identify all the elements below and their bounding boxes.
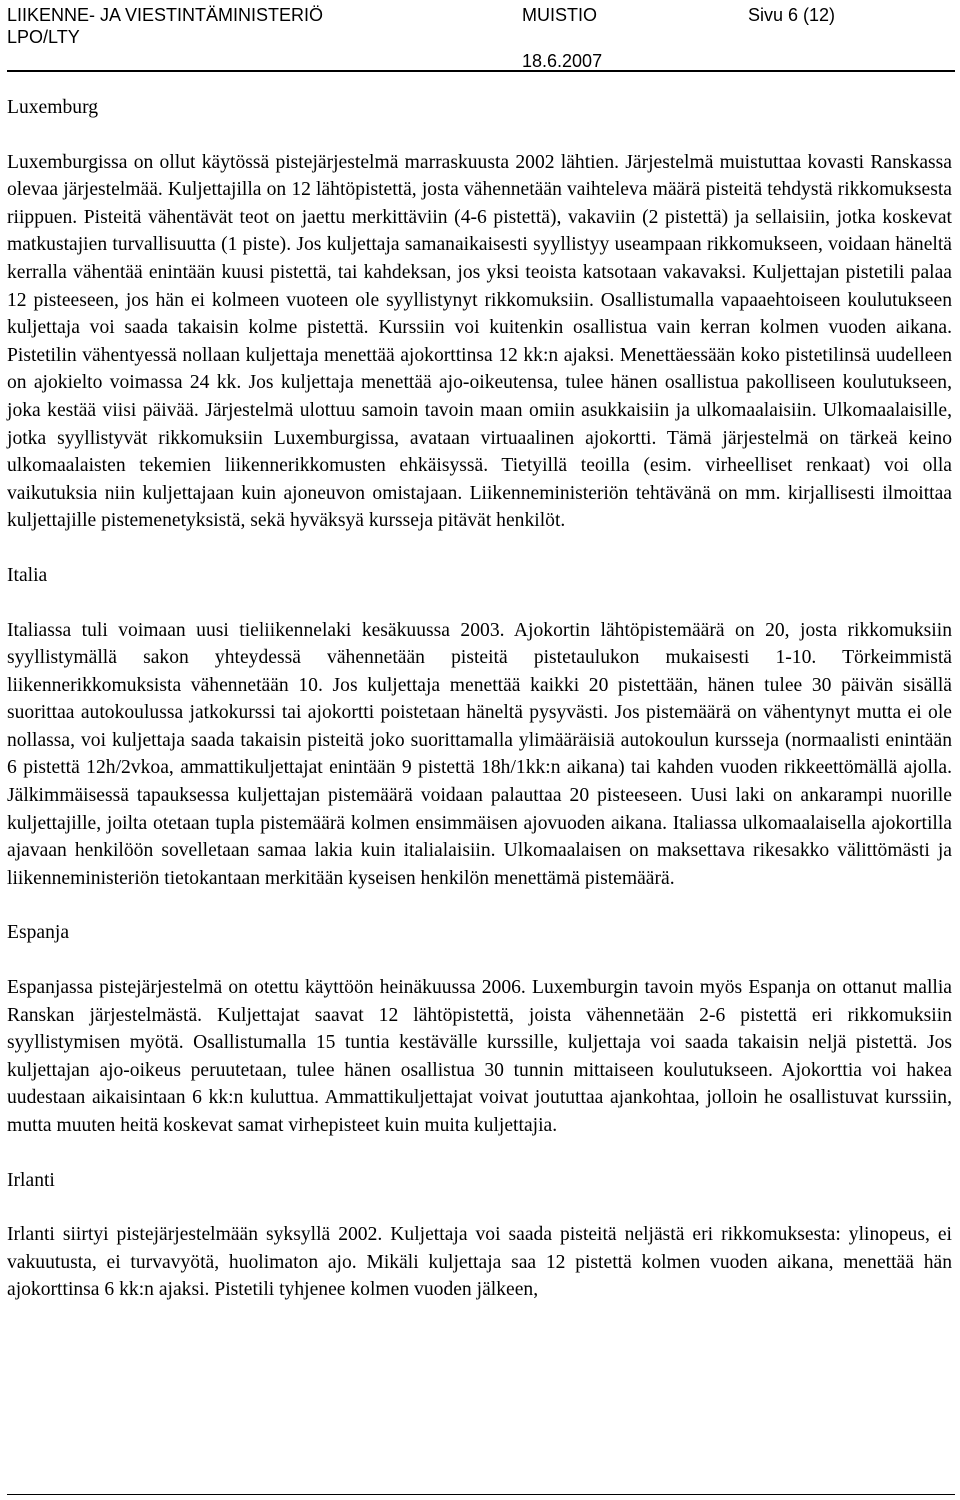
section-paragraph: Italiassa tuli voimaan uusi tieliikennelaki kesäkuussa 2003. Ajokortin lähtöpistemäärä on 20, josta rikkomuksiin syyllistymällä sakon yhteydessä vähennetään pisteitä pistetaulukon mukaisesti 1-10. Törkeimmistä liikennerikkomuksista vähennetään 10. Jos kuljettaja menettää kaikki 20 pistettään, hänen tulee 30 päivän sisällä suorittaa autokoulussa jatkokurssi tai ajokortti poistetaan häneltä pysyvästi. Jos pistemäärä on vähentynyt mutta ei ole nollassa, voi kuljettaja saada takaisin pisteitä joko suorittamalla ylimääräisiä autokoulun kursseja (normaalisti enintään 6 pistettä 12h/2vkoa, ammattikuljettajat enintään 9 pistettä 18h/1kk:n aikana) tai kahden vuoden rikkeettömällä ajolla. Jälkimmäisessä tapauksessa kuljettajan pistemäärä voidaan palauttaa 20 pisteeseen. Uusi laki on ankarampi nuorille kuljettajille, joilta otetaan tupla pistemäärä kolmen ensimmäisen ajovuoden aikana. Italiassa ulkomaalaisella ajokortilla ajavaan henkilöön sovelletaan samaa lakia kuin italialaisiin. Ulkomaalaisen on maksettava rikesakko välittömästi ja liikenneministeriön tietokantaan merkitään kyseisen henkilön menettämä pistemäärä.: [7, 619, 952, 889]
document-body: [7, 90, 952, 1331]
department-code: LPO/LTY: [7, 27, 80, 47]
section-heading: Italia: [7, 564, 48, 586]
document-type: MUISTIO: [522, 5, 597, 25]
page-number: Sivu 6 (12): [748, 5, 836, 25]
section-irlanti: [7, 1167, 952, 1304]
section-paragraph: Irlanti siirtyi pistejärjestelmään syksyllä 2002. Kuljettaja voi saada pisteitä neljästä eri rikkomuksesta: ylinopeus, ei vakuutusta, ei turvavyötä, huolimaton ajo. Mikäli kuljettaja saa 12 pistettä kolmen vuoden aikana, menettää hän ajokorttinsa 6 kk:n ajaksi. Pistetili tyhjenee kolmen vuoden jälkeen,: [7, 1224, 952, 1301]
document-date: 18.6.2007: [522, 51, 603, 71]
section-italia: [7, 562, 952, 893]
section-heading: Irlanti: [7, 1169, 55, 1191]
section-luxemburg: [7, 94, 952, 535]
header-divider: [7, 70, 955, 72]
section-paragraph: Luxemburgissa on ollut käytössä pistejärjestelmä marraskuusta 2002 lähtien. Järjestelmä muistuttaa kovasti Ranskassa olevaa järjestelmää. Kuljettajilla on 12 lähtöpistettä, josta vähennetään vaihteleva määrä pisteitä tehdystä rikkomuksesta riippuen. Pisteitä vähentävät teot on jaettu merkittäviin (4-6 pistettä), vakaviin (2 pistettä) ja sellaisiin, jotka koskevat matkustajien turvallisuutta (1 piste). Jos kuljettaja samanaikaisesti syyllistyy useampaan rikkomukseen, voidaan häneltä kerralla vähentää enintään kuusi pistettä, tai kahdeksan, jos yksi teoista katsotaan vakavaksi. Kuljettajan pistetili palaa 12 pisteeseen, jos hän ei kolmeen vuoteen ole syyllistynyt rikkomuksiin. Osallistumalla vapaaehtoiseen koulutukseen kuljettaja voi saada takaisin kolme pistettä. Kurssiin voi kuitenkin osallistua vain kerran kolmen vuoden aikana. Pistetilin vähentyessä nollaan kuljettaja menettää ajokorttinsa 12 kk:n ajaksi. Menettäessään koko pistetilinsä uudelleen on ajokielto voimassa 24 kk. Jos kuljettaja menettää ajo-oikeutensa, tulee hänen osallistua pakolliseen koulutukseen, joka kestää viisi päivää. Järjestelmä ulottuu samoin tavoin maan omiin asukkaisiin ja ulkomaalaisiin. Ulkomaalaisille, jotka syyllistyvät rikkomuksiin Luxemburgissa, avataan virtuaalinen ajokortti. Tämä järjestelmä on tärkeä keino ulkomaalaisten tekemien liikennerikkomusten ehkäisyssä. Tietyillä teoilla (esim. virheelliset renkaat) voi olla vaikutuksia niin kuljettajaan kuin ajoneuvon omistajaan. Liikenneministeriön tehtävänä on mm. kirjallisesti ilmoittaa kuljettajille pistemenetyksistä, sekä hyväksyä kursseja pitävät henkilöt.: [7, 151, 952, 532]
section-heading: Espanja: [7, 922, 70, 944]
section-espanja: [7, 919, 952, 1139]
page-header: [0, 0, 960, 72]
section-heading: Luxemburg: [7, 97, 99, 118]
ministry-name: LIIKENNE- JA VIESTINTÄMINISTERIÖ: [7, 5, 324, 25]
section-paragraph: Espanjassa pistejärjestelmä on otettu käyttöön heinäkuussa 2006. Luxemburgin tavoin myös Espanja on ottanut mallia Ranskan järjestelmästä. Kuljettajat saavat 12 lähtöpistettä, joista vähennetään 2-6 pistettä eri rikkomuksiin syyllistymisen myötä. Osallistumalla 15 tuntia kestävälle kurssille, kuljettaja voi saada takaisin neljä pistettä. Jos kuljettajan ajo-oikeus peruutetaan, tulee hänen osallistua 30 tunnin mittaiseen koulutukseen. Ajokorttia voi hakea uudestaan aikaisintaan 6 kk:n kuluttua. Ammattikuljettajat voivat joututtaa ajankohtaa, jolloin he osallistuvat kurssiin, mutta muuten heitä koskevat samat virhepisteet kuin muita kuljettajia.: [7, 977, 952, 1136]
footer-divider: [7, 1494, 955, 1495]
